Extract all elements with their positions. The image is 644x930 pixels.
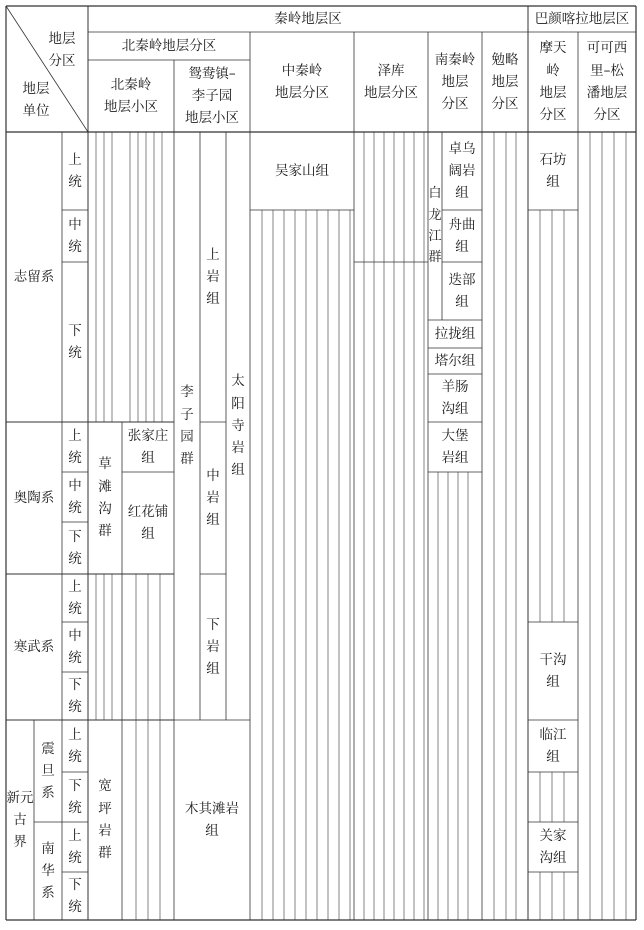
unit-yangchanggou-formation: 羊肠 沟组 <box>441 378 469 417</box>
header-yuanyang-subzone: 鸳鸯镇– 李子园 地层小区 <box>185 65 239 127</box>
header-north-qinling-region: 北秦岭地层分区 <box>121 37 217 54</box>
series-ordovician-upper: 上 统 <box>68 427 82 466</box>
series-ordovician-middle: 中 统 <box>68 477 82 516</box>
series-silurian-lower: 下 统 <box>68 322 82 361</box>
system-silurian: 志留系 <box>13 268 55 285</box>
header-north-qinling-subzone: 北秦岭 地层小区 <box>104 76 158 115</box>
unit-linjiang-formation: 临江 组 <box>539 726 567 765</box>
corner-header-zone: 地层 分区 <box>48 30 76 69</box>
unit-middle-rock-formation: 中 岩 组 <box>206 467 220 529</box>
system-nanhua: 南 华 系 <box>41 840 55 902</box>
unit-wujiashan-formation: 吴家山组 <box>275 162 329 179</box>
system-ordovician: 奥陶系 <box>13 489 55 506</box>
series-silurian-upper: 上 统 <box>68 151 82 190</box>
series-ordovician-lower: 下 统 <box>68 528 82 567</box>
unit-zhangjiazhuang-formation: 张家庄 组 <box>127 427 169 466</box>
header-zeku: 泽库 地层分区 <box>364 62 418 101</box>
header-motianling: 摩天 岭 地层 分区 <box>539 40 567 124</box>
unit-kuanping-rock-group: 宽 坪 岩 群 <box>98 778 112 862</box>
header-qinling-region: 秦岭地层区 <box>274 10 342 27</box>
unit-diebu-formation: 迭部 组 <box>448 271 476 310</box>
system-neoproterozoic: 新元 古 界 <box>6 789 34 851</box>
unit-muqitan-rock-formation: 木其滩岩 组 <box>185 800 239 839</box>
series-silurian-middle: 中 统 <box>68 216 82 255</box>
header-south-qinling: 南秦岭 地层 分区 <box>434 51 476 113</box>
series-cambrian-upper: 上 统 <box>68 578 82 617</box>
unit-dabaoyan-rock-formation: 大堡 岩组 <box>441 427 469 466</box>
series-sinian-upper: 上 统 <box>68 726 82 765</box>
unit-taiyangsi-rock-formation: 太 阳 寺 岩 组 <box>231 373 245 479</box>
unit-gangou-formation: 干沟 组 <box>539 651 567 690</box>
unit-upper-rock-formation: 上 岩 组 <box>206 246 220 308</box>
header-bayan-region: 巴颜喀拉地层区 <box>534 10 630 27</box>
series-sinian-lower: 下 统 <box>68 777 82 816</box>
system-sinian: 震 旦 系 <box>41 740 55 802</box>
series-cambrian-lower: 下 统 <box>68 676 82 715</box>
unit-guanjiagou-formation: 关家 沟组 <box>539 827 567 866</box>
unit-taer-formation: 塔尔组 <box>434 352 476 369</box>
header-kekexili-songpan: 可可西 里–松 潘地层 分区 <box>586 40 628 124</box>
unit-caotangou-group: 草 滩 沟 群 <box>98 456 112 540</box>
system-cambrian: 寒武系 <box>13 638 55 655</box>
unit-shifang-formation: 石坊 组 <box>539 151 567 190</box>
unit-lower-rock-formation: 下 岩 组 <box>206 616 220 678</box>
unit-lalong-formation: 拉拢组 <box>434 325 476 342</box>
series-nanhua-lower: 下 统 <box>68 876 82 915</box>
unit-honghuapu-formation: 红花铺 组 <box>127 503 169 542</box>
unit-zhuowukuo-rock-formation: 卓乌 阔岩 组 <box>448 140 476 202</box>
unit-liziyuan-group: 李 子 园 群 <box>180 384 194 468</box>
unit-bailongjiang-group: 白 龙 江 群 <box>428 186 442 266</box>
unit-zhouqu-formation: 舟曲 组 <box>448 216 476 255</box>
corner-header-unit: 地层 单位 <box>22 80 50 119</box>
series-nanhua-upper: 上 统 <box>68 827 82 866</box>
header-middle-qinling: 中秦岭 地层分区 <box>275 62 329 101</box>
series-cambrian-middle: 中 统 <box>68 627 82 666</box>
header-mianlue: 勉略 地层 分区 <box>491 51 519 113</box>
